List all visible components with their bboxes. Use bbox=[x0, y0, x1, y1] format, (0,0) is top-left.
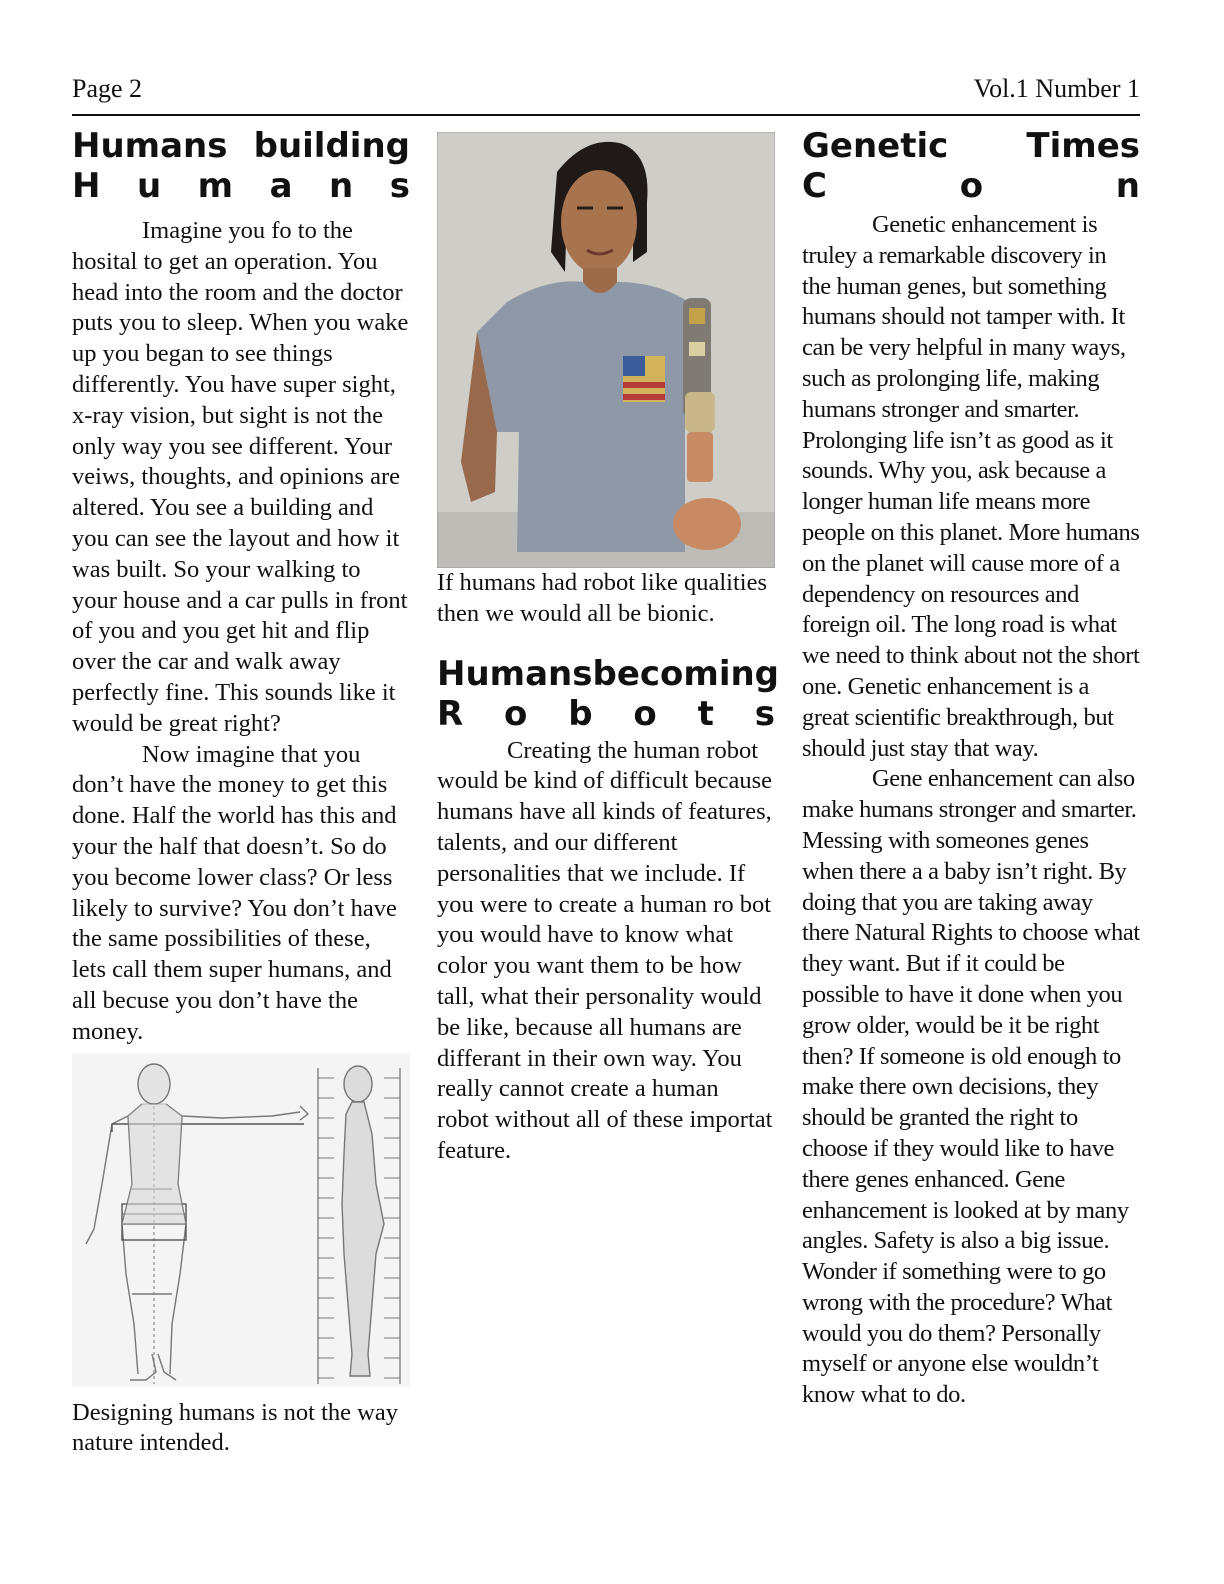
paragraph: Now imagine that you don’t have the money to get this done. Half the world has this and your the half that doesn’t. So do you become lower class? Or less likely to survive? You don’t have the same possibilities of these, lets call them super humans, and all becuse you don’t have the money. bbox=[72, 740, 397, 1045]
column-3 bbox=[802, 126, 1140, 1411]
column-2 bbox=[437, 126, 780, 1167]
issue-info: Vol.1 Number 1 bbox=[973, 74, 1140, 103]
headline-humans-building: Humans building H u m a n s bbox=[72, 126, 410, 206]
paragraph: Genetic enhancement is truley a remarkable discovery in the human genes, but something humans should not tamper with. It can be very helpful in many ways, such as prolonging life, making humans stronger and smarter. Prolonging life isn’t as good as it sounds. Why you, ask because a longer human life means more people on this planet. More humans on the planet will cause more of a dependency on resources and foreign oil. The long road is what we need to think about not the short one. Genetic enhancement is a great scientific breakthrough, but should just stay that way. bbox=[802, 211, 1140, 762]
column-1 bbox=[72, 126, 410, 1459]
paragraph: Imagine you fo to the hosital to get an operation. You head into the room and the doctor puts you to sleep. When you wake up you began to see things differently. You have super sight, x-ray vision, but sight is not the only way you see different. Your veiws, thoughts, and opinions are altered. You see a building and you can see the layout and how it was built. So your walking to your house and a car pulls in front of you and you get hit and flip over the car and walk away perfectly fine. This sounds like it would be great right? bbox=[72, 217, 409, 737]
article-body bbox=[437, 736, 775, 1167]
header-rule bbox=[72, 114, 1140, 116]
sketch-caption: Designing humans is not the way nature intended. bbox=[72, 1398, 398, 1457]
anatomy-sketch-image bbox=[72, 1054, 410, 1386]
paragraph: Creating the human robot would be kind of difficult because humans have all kinds of features, talents, and our different personalities that we include. If you were to create a human ro bot you would have to know what color you want them to be how tall, what their personality would be like, because all humans are differant in their own way. You really cannot create a human robot without all of these importat feature. bbox=[437, 736, 773, 1164]
bionic-arm-photo bbox=[437, 132, 775, 568]
page-number: Page 2 bbox=[72, 74, 143, 103]
paragraph: Gene enhancement can also make humans stronger and smarter. Messing with someones genes when there a a baby isn’t right. By doing that you are taking away there Natural Rights to choose what they want. But if it could be possible to have it done when you grow older, would be it be right then? If someone is old enough to make there own decisions, they should be granted the right to choose if they would like to have there genes enhanced. Gene enhancement is looked at by many angles. Safety is also a big issue. Wonder if something were to go wrong with the procedure? What would you do them? Personally myself or anyone else wouldn’t know what to do. bbox=[802, 765, 1140, 1409]
article-body bbox=[802, 210, 1140, 1411]
photo-caption: If humans had robot like qualities then we would all be bionic. bbox=[437, 569, 767, 627]
article-body bbox=[72, 216, 410, 1048]
page-header bbox=[72, 72, 1140, 112]
headline-genetic-times: Genetic Times C o n bbox=[802, 126, 1140, 206]
headline-humans-becoming: Humans becoming R o b o t s bbox=[437, 653, 780, 734]
